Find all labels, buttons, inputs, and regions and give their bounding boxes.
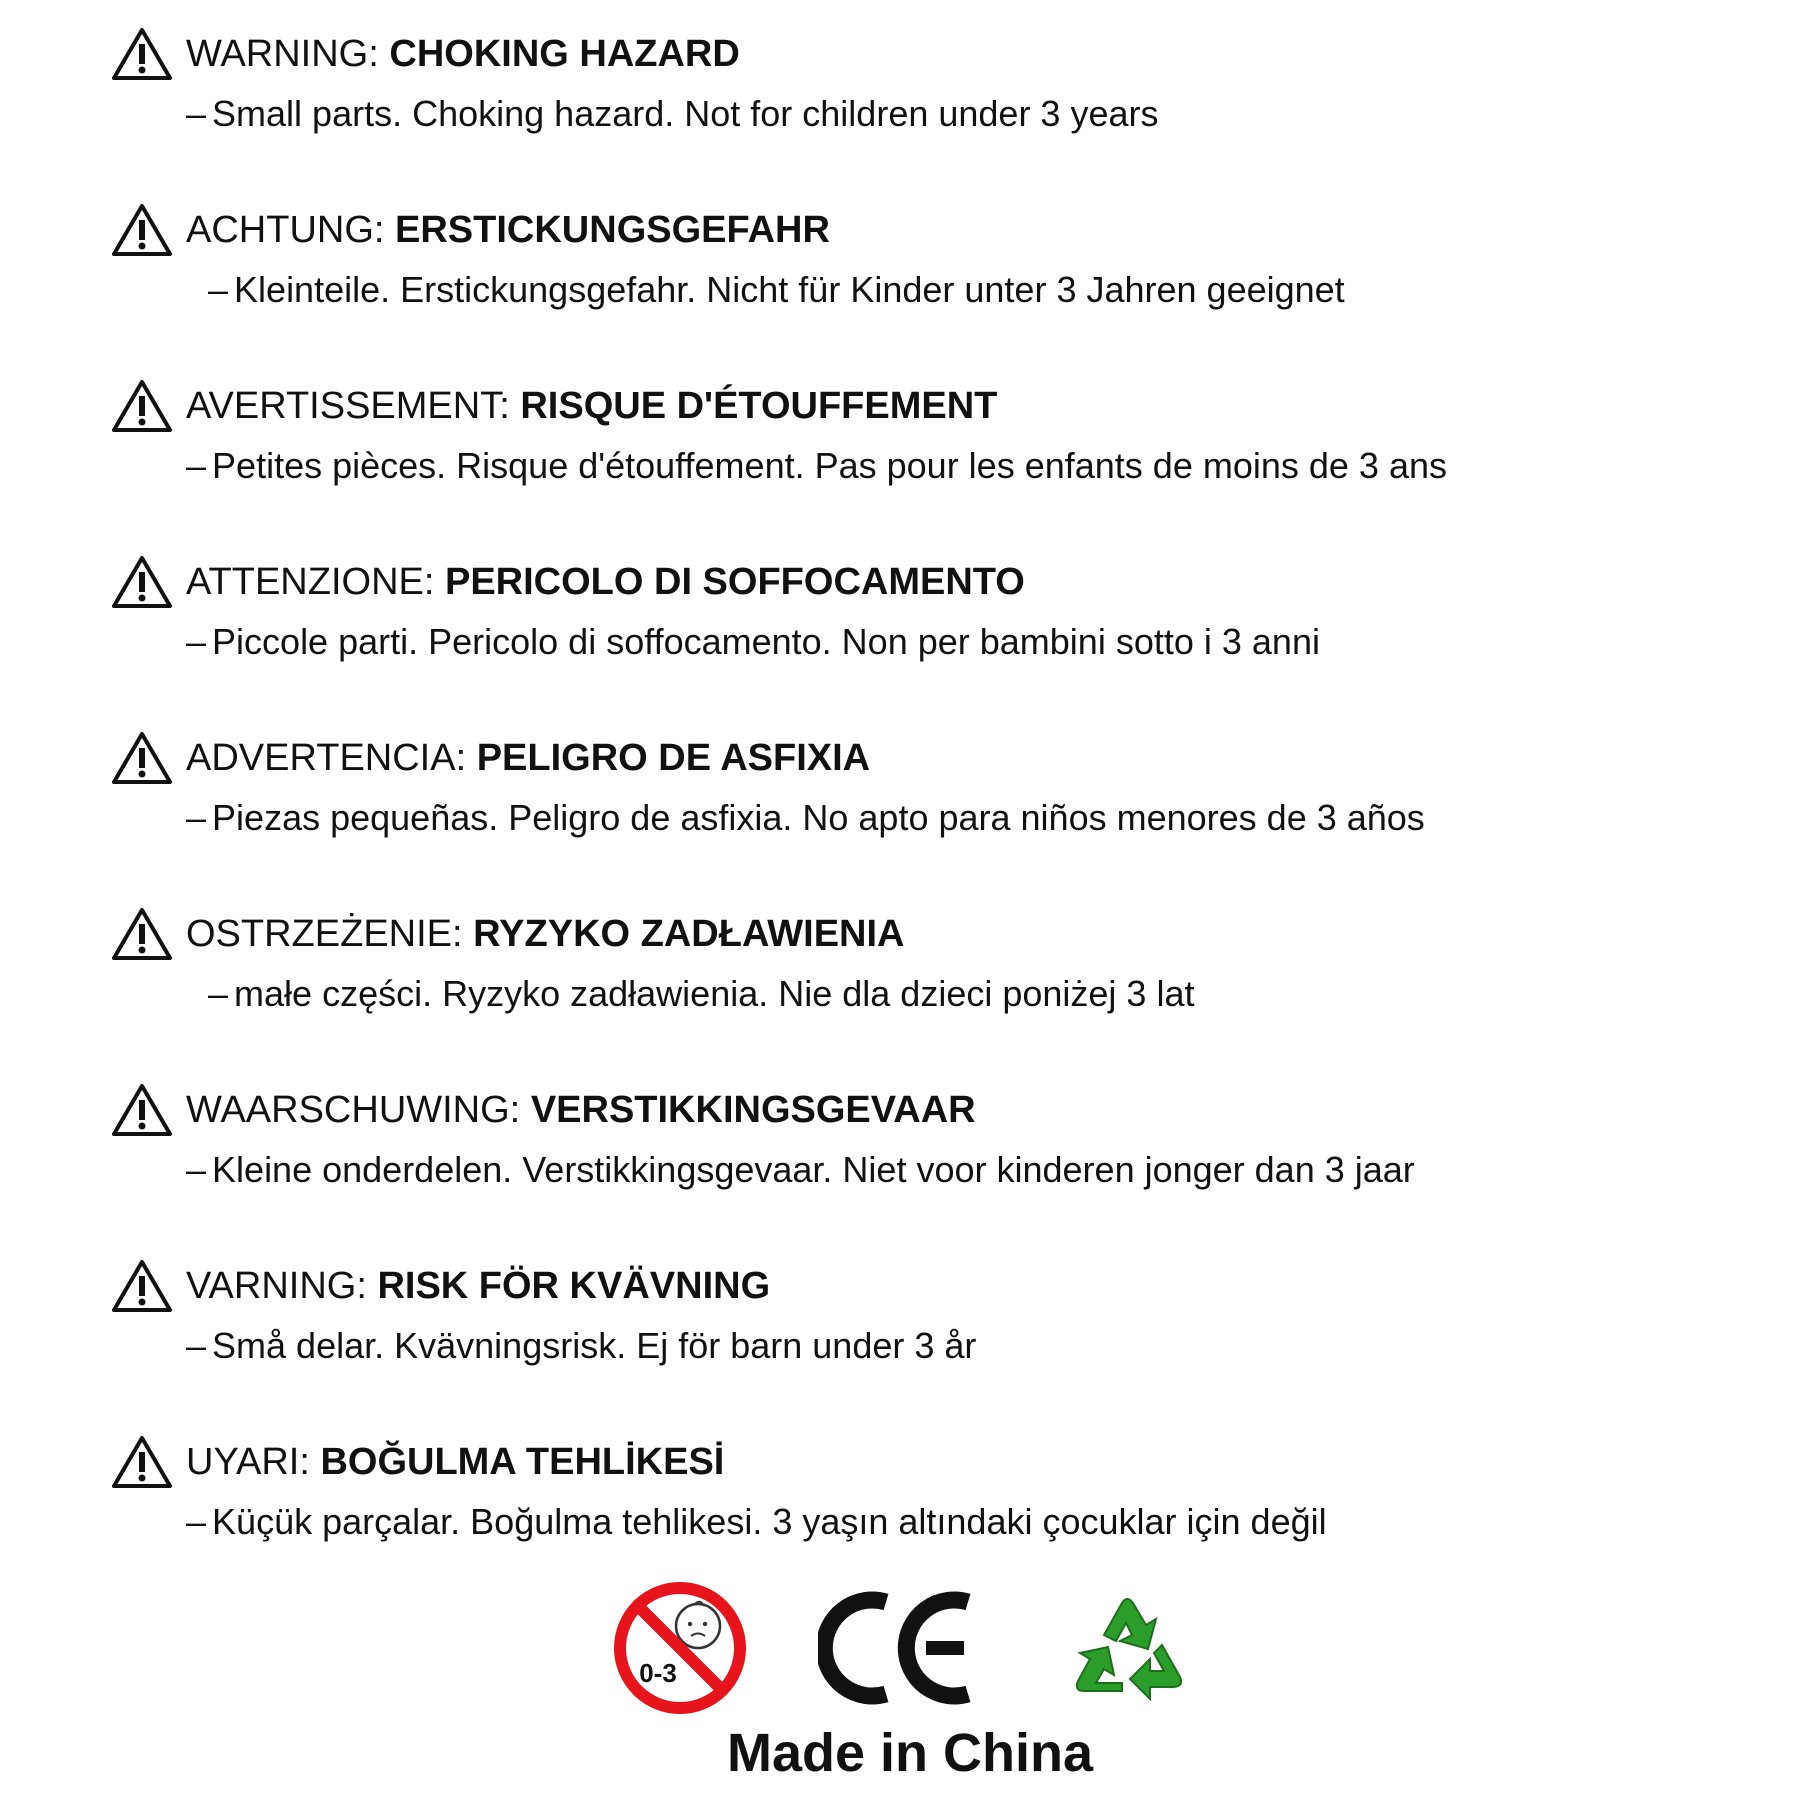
recycle-icon [1060, 1583, 1195, 1718]
warning-it [110, 550, 1760, 726]
warning-heading [110, 1254, 1760, 1318]
warning-triangle-icon [110, 1082, 174, 1138]
ce-mark-icon [818, 1588, 988, 1708]
warning-body: Kleinteile. Erstickungsgefahr. Nicht für Kinder unter 3 Jahren geeignet [234, 269, 1345, 310]
no-under-3-icon [610, 1578, 750, 1718]
warning-dash: – [186, 1501, 207, 1542]
warning-label: WAARSCHUWING: [186, 1089, 521, 1131]
warning-triangle-icon [110, 730, 174, 786]
warning-body: Small parts. Choking hazard. Not for children under 3 years [212, 93, 1159, 134]
warning-text [208, 968, 1760, 1020]
warning-body: Piezas pequeñas. Peligro de asfixia. No apto para niños menores de 3 años [212, 797, 1425, 838]
warning-triangle-icon [110, 378, 174, 434]
warning-triangle-icon [110, 26, 174, 82]
warning-dash: – [186, 445, 207, 486]
warning-triangle-icon [110, 906, 174, 962]
warning-hazard: VERSTIKKINGSGEVAAR [530, 1089, 976, 1131]
warning-de [110, 198, 1760, 374]
warning-triangle-icon [110, 1258, 174, 1314]
warning-label: ACHTUNG: [186, 209, 385, 251]
warning-body: Küçük parçalar. Boğulma tehlikesi. 3 yaşın altındaki çocuklar için değil [212, 1501, 1327, 1542]
warning-sv [110, 1254, 1760, 1430]
warning-hazard: BOĞULMA TEHLİKESİ [320, 1441, 725, 1483]
warning-hazard: PELIGRO DE ASFIXIA [476, 737, 871, 779]
warning-label: ADVERTENCIA: [186, 737, 467, 779]
warning-hazard: ERSTICKUNGSGEFAHR [395, 209, 830, 251]
warning-text [208, 264, 1760, 316]
warning-body: Petites pièces. Risque d'étouffement. Pas pour les enfants de moins de 3 ans [212, 445, 1447, 486]
warning-dash: – [208, 973, 229, 1014]
warning-text [186, 616, 1760, 668]
made-in-label: Made in China [726, 1723, 1094, 1783]
warning-hazard: RISQUE D'ÉTOUFFEMENT [520, 385, 998, 427]
warning-heading [110, 1430, 1760, 1494]
warning-nl [110, 1078, 1760, 1254]
warning-dash: – [186, 621, 207, 662]
warning-en [110, 22, 1760, 198]
warning-fr [110, 374, 1760, 550]
warning-hazard: RYZYKO ZADŁAWIENIA [473, 913, 905, 955]
warning-label: OSTRZEŻENIE: [186, 913, 463, 955]
warning-heading [110, 1078, 1760, 1142]
warning-text [186, 1320, 1760, 1372]
warning-body: Små delar. Kvävningsrisk. Ej för barn under 3 år [212, 1325, 977, 1366]
warning-hazard: CHOKING HAZARD [389, 33, 740, 75]
warning-label: WARNING: [186, 33, 379, 75]
warning-pl [110, 902, 1760, 1078]
warning-hazard: RISK FÖR KVÄVNING [377, 1265, 771, 1307]
warning-heading [110, 22, 1760, 86]
age-range-label: 0-3 [639, 1658, 677, 1688]
warning-hazard: PERICOLO DI SOFFOCAMENTO [444, 561, 1025, 603]
warning-text [186, 1144, 1760, 1196]
warning-heading [110, 198, 1760, 262]
warning-label: AVERTISSEMENT: [186, 385, 510, 427]
warning-triangle-icon [110, 202, 174, 258]
warning-body: Piccole parti. Pericolo di soffocamento. Non per bambini sotto i 3 anni [212, 621, 1320, 662]
warning-label: UYARI: [186, 1441, 310, 1483]
warning-body: Kleine onderdelen. Verstikkingsgevaar. Niet voor kinderen jonger dan 3 jaar [212, 1149, 1415, 1190]
compliance-symbols [0, 1578, 1800, 1728]
warning-heading [110, 726, 1760, 790]
warning-heading [110, 374, 1760, 438]
warning-dash: – [186, 1149, 207, 1190]
warning-text [186, 1496, 1760, 1548]
warning-heading [110, 902, 1760, 966]
warning-text [186, 88, 1760, 140]
warning-dash: – [186, 1325, 207, 1366]
warning-text [186, 792, 1760, 844]
warning-text [186, 440, 1760, 492]
warning-dash: – [186, 797, 207, 838]
warning-es [110, 726, 1760, 902]
warning-triangle-icon [110, 1434, 174, 1490]
warning-dash: – [208, 269, 229, 310]
warning-heading [110, 550, 1760, 614]
warning-label: ATTENZIONE: [186, 561, 435, 603]
warnings-list [110, 22, 1760, 1606]
warning-label: VARNING: [186, 1265, 367, 1307]
warning-body: małe części. Ryzyko zadławienia. Nie dla dzieci poniżej 3 lat [234, 973, 1195, 1014]
warning-dash: – [186, 93, 207, 134]
warning-triangle-icon [110, 554, 174, 610]
